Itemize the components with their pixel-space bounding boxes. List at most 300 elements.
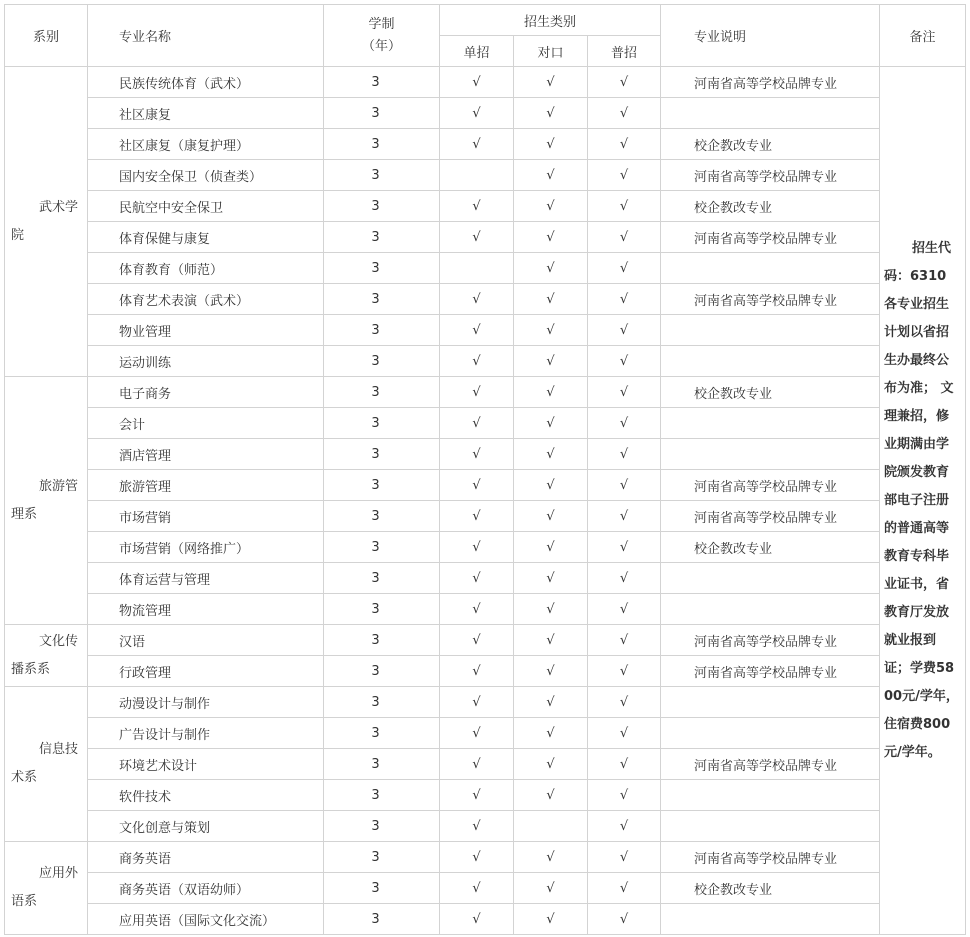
mark-duikou <box>514 222 588 253</box>
mark-duikou <box>514 563 588 594</box>
major-years: 3 <box>324 718 440 749</box>
major-desc <box>661 408 880 439</box>
major-name: 环境艺术设计 <box>88 749 324 780</box>
mark-dan <box>440 67 514 98</box>
major-name: 国内安全保卫（侦查类） <box>88 160 324 191</box>
major-years: 3 <box>324 160 440 191</box>
table-row <box>5 98 966 129</box>
mark-puzhao <box>588 222 661 253</box>
major-years: 3 <box>324 129 440 160</box>
major-years: 3 <box>324 98 440 129</box>
major-years: 3 <box>324 873 440 904</box>
check-mark: √ <box>619 508 629 524</box>
check-mark: √ <box>472 880 481 896</box>
major-desc: 河南省高等学校品牌专业 <box>661 470 880 501</box>
major-years: 3 <box>324 842 440 873</box>
mark-puzhao <box>588 873 661 904</box>
check-mark: √ <box>472 229 481 245</box>
mark-dan <box>440 687 514 718</box>
mark-dan <box>440 377 514 408</box>
table-row <box>5 625 966 656</box>
major-desc <box>661 563 880 594</box>
check-mark: √ <box>619 849 629 865</box>
check-mark: √ <box>472 663 481 679</box>
check-mark: √ <box>546 756 555 772</box>
dept-cell <box>5 625 88 687</box>
major-name: 民族传统体育（武术） <box>88 67 324 98</box>
check-mark: √ <box>546 353 555 369</box>
check-mark: √ <box>546 663 555 679</box>
check-mark: √ <box>619 229 629 245</box>
check-mark: √ <box>472 694 481 710</box>
major-desc: 校企教改专业 <box>661 873 880 904</box>
check-mark: √ <box>546 880 555 896</box>
check-mark: √ <box>546 136 555 152</box>
mark-puzhao <box>588 284 661 315</box>
major-desc <box>661 315 880 346</box>
table-row <box>5 408 966 439</box>
major-years: 3 <box>324 377 440 408</box>
header-duikou: 对口 <box>514 36 588 67</box>
check-mark: √ <box>619 74 629 90</box>
check-mark: √ <box>546 291 555 307</box>
check-mark: √ <box>619 787 629 803</box>
mark-puzhao <box>588 346 661 377</box>
check-mark: √ <box>472 787 481 803</box>
check-mark: √ <box>546 570 555 586</box>
check-mark: √ <box>619 167 629 183</box>
check-mark: √ <box>546 415 555 431</box>
major-name: 动漫设计与制作 <box>88 687 324 718</box>
mark-dan <box>440 501 514 532</box>
major-desc <box>661 687 880 718</box>
header-years <box>324 5 440 67</box>
table-row <box>5 470 966 501</box>
header-dan: 单招 <box>440 36 514 67</box>
major-name: 市场营销（网络推广） <box>88 532 324 563</box>
major-desc <box>661 98 880 129</box>
check-mark: √ <box>619 880 629 896</box>
mark-duikou <box>514 129 588 160</box>
major-name: 广告设计与制作 <box>88 718 324 749</box>
major-years: 3 <box>324 67 440 98</box>
check-mark: √ <box>619 291 629 307</box>
mark-dan <box>440 749 514 780</box>
check-mark: √ <box>472 725 481 741</box>
table-row <box>5 439 966 470</box>
check-mark: √ <box>472 756 481 772</box>
major-years: 3 <box>324 253 440 284</box>
check-mark: √ <box>546 198 555 214</box>
major-years: 3 <box>324 625 440 656</box>
table-body <box>5 67 966 935</box>
major-years: 3 <box>324 563 440 594</box>
major-years: 3 <box>324 656 440 687</box>
major-years: 3 <box>324 780 440 811</box>
mark-duikou <box>514 594 588 625</box>
dept-name: 旅游管理系 <box>11 478 79 522</box>
note-cell <box>880 67 966 935</box>
check-mark: √ <box>619 539 629 555</box>
dept-name: 文化传播系系 <box>11 633 79 677</box>
mark-puzhao <box>588 408 661 439</box>
major-years: 3 <box>324 439 440 470</box>
check-mark: √ <box>619 477 629 493</box>
mark-duikou <box>514 346 588 377</box>
mark-duikou <box>514 780 588 811</box>
major-name: 体育保健与康复 <box>88 222 324 253</box>
check-mark: √ <box>472 74 481 90</box>
major-years: 3 <box>324 532 440 563</box>
check-mark: √ <box>619 415 629 431</box>
major-years: 3 <box>324 191 440 222</box>
table-row <box>5 501 966 532</box>
check-mark: √ <box>546 322 555 338</box>
mark-puzhao <box>588 718 661 749</box>
mark-puzhao <box>588 563 661 594</box>
table-row <box>5 129 966 160</box>
mark-duikou <box>514 842 588 873</box>
table-row <box>5 594 966 625</box>
check-mark: √ <box>546 105 555 121</box>
major-desc <box>661 904 880 935</box>
mark-puzhao <box>588 625 661 656</box>
check-mark: √ <box>472 415 481 431</box>
check-mark: √ <box>619 601 629 617</box>
major-desc: 河南省高等学校品牌专业 <box>661 656 880 687</box>
dept-cell <box>5 687 88 842</box>
table-row <box>5 780 966 811</box>
header-name: 专业名称 <box>88 5 324 67</box>
mark-dan <box>440 811 514 842</box>
mark-puzhao <box>588 594 661 625</box>
major-name: 汉语 <box>88 625 324 656</box>
mark-puzhao <box>588 377 661 408</box>
mark-puzhao <box>588 501 661 532</box>
check-mark: √ <box>619 725 629 741</box>
check-mark: √ <box>619 105 629 121</box>
mark-puzhao <box>588 904 661 935</box>
major-desc: 校企教改专业 <box>661 377 880 408</box>
mark-dan <box>440 594 514 625</box>
major-desc <box>661 594 880 625</box>
table-row <box>5 811 966 842</box>
table-row <box>5 718 966 749</box>
dept-name: 武术学院 <box>11 199 79 243</box>
check-mark: √ <box>619 384 629 400</box>
check-mark: √ <box>472 198 481 214</box>
header-years-line2: （年） <box>361 38 401 54</box>
mark-dan <box>440 532 514 563</box>
check-mark: √ <box>546 601 555 617</box>
check-mark: √ <box>619 446 629 462</box>
check-mark: √ <box>472 136 481 152</box>
mark-duikou <box>514 656 588 687</box>
major-desc: 河南省高等学校品牌专业 <box>661 160 880 191</box>
mark-duikou <box>514 191 588 222</box>
table-row <box>5 160 966 191</box>
check-mark: √ <box>546 911 555 927</box>
mark-duikou <box>514 284 588 315</box>
check-mark: √ <box>472 539 481 555</box>
major-years: 3 <box>324 904 440 935</box>
table-row <box>5 873 966 904</box>
table-row <box>5 532 966 563</box>
major-name: 旅游管理 <box>88 470 324 501</box>
major-desc: 校企教改专业 <box>661 532 880 563</box>
major-years: 3 <box>324 594 440 625</box>
mark-dan <box>440 470 514 501</box>
mark-duikou <box>514 408 588 439</box>
major-name: 应用英语（国际文化交流） <box>88 904 324 935</box>
mark-dan <box>440 129 514 160</box>
mark-dan <box>440 98 514 129</box>
check-mark: √ <box>619 260 629 276</box>
major-years: 3 <box>324 687 440 718</box>
check-mark: √ <box>472 446 481 462</box>
mark-puzhao <box>588 749 661 780</box>
check-mark: √ <box>546 446 555 462</box>
mark-dan <box>440 253 514 284</box>
check-mark: √ <box>546 539 555 555</box>
header-desc: 专业说明 <box>661 5 880 67</box>
table-row <box>5 687 966 718</box>
mark-dan <box>440 315 514 346</box>
check-mark: √ <box>619 322 629 338</box>
major-name: 电子商务 <box>88 377 324 408</box>
dept-name: 信息技术系 <box>11 742 79 785</box>
check-mark: √ <box>619 663 629 679</box>
mark-duikou <box>514 98 588 129</box>
mark-duikou <box>514 470 588 501</box>
major-desc: 河南省高等学校品牌专业 <box>661 284 880 315</box>
check-mark: √ <box>619 198 629 214</box>
mark-dan <box>440 408 514 439</box>
major-desc <box>661 718 880 749</box>
major-name: 文化创意与策划 <box>88 811 324 842</box>
check-mark: √ <box>472 570 481 586</box>
major-desc <box>661 439 880 470</box>
majors-table <box>4 4 966 935</box>
mark-duikou <box>514 718 588 749</box>
major-name: 社区康复（康复护理） <box>88 129 324 160</box>
header-type: 招生类别 <box>440 5 661 36</box>
header-note: 备注 <box>880 5 966 67</box>
major-name: 体育艺术表演（武术） <box>88 284 324 315</box>
major-name: 民航空中安全保卫 <box>88 191 324 222</box>
major-years: 3 <box>324 315 440 346</box>
check-mark: √ <box>472 601 481 617</box>
mark-puzhao <box>588 470 661 501</box>
check-mark: √ <box>546 260 555 276</box>
check-mark: √ <box>546 229 555 245</box>
dept-cell <box>5 377 88 625</box>
check-mark: √ <box>472 322 481 338</box>
major-desc: 河南省高等学校品牌专业 <box>661 501 880 532</box>
major-name: 体育教育（师范） <box>88 253 324 284</box>
major-desc <box>661 253 880 284</box>
major-desc <box>661 780 880 811</box>
mark-duikou <box>514 811 588 842</box>
check-mark: √ <box>619 632 629 648</box>
mark-duikou <box>514 687 588 718</box>
mark-duikou <box>514 160 588 191</box>
major-years: 3 <box>324 811 440 842</box>
mark-puzhao <box>588 439 661 470</box>
mark-dan <box>440 904 514 935</box>
major-desc: 河南省高等学校品牌专业 <box>661 222 880 253</box>
major-years: 3 <box>324 749 440 780</box>
check-mark: √ <box>546 384 555 400</box>
check-mark: √ <box>546 167 555 183</box>
major-desc: 河南省高等学校品牌专业 <box>661 842 880 873</box>
mark-dan <box>440 842 514 873</box>
table-row <box>5 656 966 687</box>
major-name: 物流管理 <box>88 594 324 625</box>
major-name: 商务英语 <box>88 842 324 873</box>
check-mark: √ <box>619 136 629 152</box>
dept-cell <box>5 842 88 935</box>
check-mark: √ <box>472 384 481 400</box>
major-name: 运动训练 <box>88 346 324 377</box>
mark-duikou <box>514 315 588 346</box>
dept-name: 应用外语系 <box>11 866 79 909</box>
note-text: 招生代码：6310 各专业招生计划以省招生办最终公布为准； 文理兼招，修业期满由学院颁发教育部电子注册的普通高等教育专科毕业证书，省教育厅发放就业报到证；学费5800元/学年，住宿费800元/学年。 <box>884 240 959 760</box>
check-mark: √ <box>472 353 481 369</box>
mark-dan <box>440 718 514 749</box>
major-years: 3 <box>324 501 440 532</box>
check-mark: √ <box>546 694 555 710</box>
table-row <box>5 904 966 935</box>
check-mark: √ <box>472 291 481 307</box>
header-years-line1: 学制 <box>368 16 395 32</box>
mark-puzhao <box>588 656 661 687</box>
table-header <box>5 5 966 67</box>
table-row <box>5 284 966 315</box>
mark-duikou <box>514 253 588 284</box>
check-mark: √ <box>619 570 629 586</box>
mark-puzhao <box>588 253 661 284</box>
check-mark: √ <box>546 849 555 865</box>
mark-puzhao <box>588 780 661 811</box>
mark-duikou <box>514 532 588 563</box>
major-desc: 河南省高等学校品牌专业 <box>661 625 880 656</box>
table-row <box>5 749 966 780</box>
major-name: 软件技术 <box>88 780 324 811</box>
mark-dan <box>440 191 514 222</box>
check-mark: √ <box>546 632 555 648</box>
mark-duikou <box>514 501 588 532</box>
mark-dan <box>440 160 514 191</box>
check-mark: √ <box>619 694 629 710</box>
major-desc <box>661 811 880 842</box>
check-mark: √ <box>619 353 629 369</box>
mark-puzhao <box>588 160 661 191</box>
mark-dan <box>440 780 514 811</box>
mark-puzhao <box>588 315 661 346</box>
table-row <box>5 346 966 377</box>
major-years: 3 <box>324 222 440 253</box>
mark-duikou <box>514 67 588 98</box>
table-row <box>5 315 966 346</box>
mark-duikou <box>514 749 588 780</box>
major-name: 体育运营与管理 <box>88 563 324 594</box>
mark-dan <box>440 284 514 315</box>
major-name: 社区康复 <box>88 98 324 129</box>
major-name: 行政管理 <box>88 656 324 687</box>
major-years: 3 <box>324 284 440 315</box>
table-row <box>5 67 966 98</box>
mark-duikou <box>514 873 588 904</box>
major-name: 会计 <box>88 408 324 439</box>
mark-puzhao <box>588 191 661 222</box>
header-dept: 系别 <box>5 5 88 67</box>
check-mark: √ <box>472 911 481 927</box>
major-desc <box>661 346 880 377</box>
check-mark: √ <box>546 787 555 803</box>
mark-dan <box>440 625 514 656</box>
major-name: 商务英语（双语幼师） <box>88 873 324 904</box>
major-years: 3 <box>324 470 440 501</box>
mark-puzhao <box>588 67 661 98</box>
mark-duikou <box>514 439 588 470</box>
dept-cell <box>5 67 88 377</box>
check-mark: √ <box>472 477 481 493</box>
mark-puzhao <box>588 842 661 873</box>
check-mark: √ <box>546 74 555 90</box>
table-row <box>5 222 966 253</box>
check-mark: √ <box>472 105 481 121</box>
mark-duikou <box>514 625 588 656</box>
table-row <box>5 253 966 284</box>
table-row <box>5 377 966 408</box>
check-mark: √ <box>619 818 629 834</box>
check-mark: √ <box>546 725 555 741</box>
mark-dan <box>440 439 514 470</box>
mark-puzhao <box>588 129 661 160</box>
mark-puzhao <box>588 532 661 563</box>
check-mark: √ <box>472 632 481 648</box>
major-name: 物业管理 <box>88 315 324 346</box>
mark-dan <box>440 222 514 253</box>
check-mark: √ <box>546 477 555 493</box>
check-mark: √ <box>546 508 555 524</box>
check-mark: √ <box>619 756 629 772</box>
mark-dan <box>440 873 514 904</box>
mark-puzhao <box>588 687 661 718</box>
table-row <box>5 563 966 594</box>
major-desc: 河南省高等学校品牌专业 <box>661 749 880 780</box>
check-mark: √ <box>472 818 481 834</box>
mark-dan <box>440 563 514 594</box>
table-row <box>5 191 966 222</box>
check-mark: √ <box>619 911 629 927</box>
mark-puzhao <box>588 811 661 842</box>
check-mark: √ <box>472 508 481 524</box>
major-desc: 校企教改专业 <box>661 129 880 160</box>
header-puzhao: 普招 <box>588 36 661 67</box>
mark-puzhao <box>588 98 661 129</box>
major-desc: 校企教改专业 <box>661 191 880 222</box>
major-name: 市场营销 <box>88 501 324 532</box>
mark-dan <box>440 346 514 377</box>
major-years: 3 <box>324 346 440 377</box>
mark-duikou <box>514 377 588 408</box>
check-mark: √ <box>472 849 481 865</box>
table-row <box>5 842 966 873</box>
major-years: 3 <box>324 408 440 439</box>
major-name: 酒店管理 <box>88 439 324 470</box>
